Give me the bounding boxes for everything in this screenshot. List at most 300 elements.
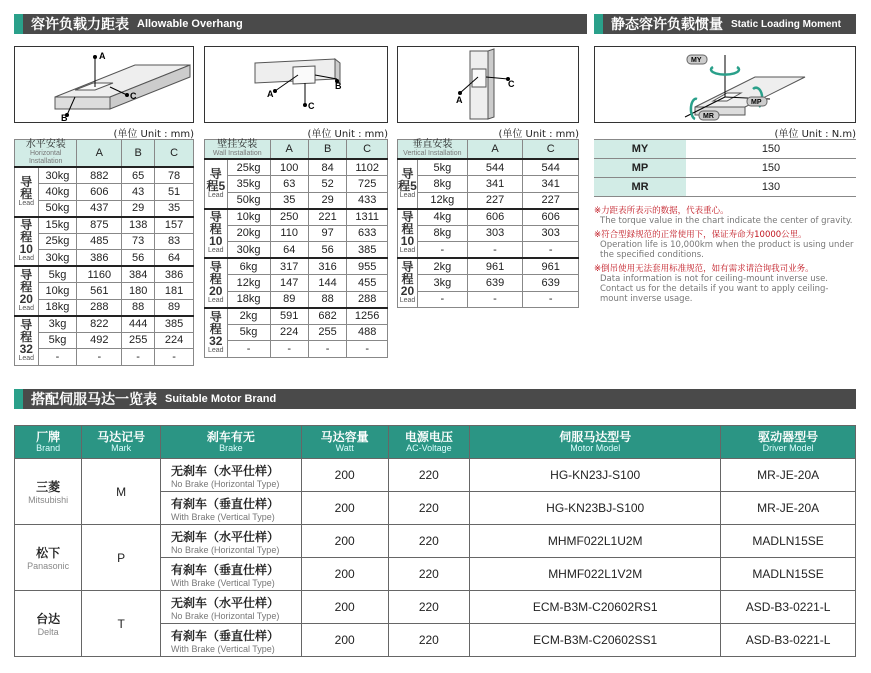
moment-value: 130 <box>686 178 856 197</box>
moment-value: 150 <box>686 140 856 159</box>
moment-key: MR <box>594 178 686 197</box>
lead-label <box>398 159 418 209</box>
text-label: Lead <box>399 297 416 304</box>
wall-diagram <box>204 46 388 123</box>
table-cell: 25kg <box>38 233 77 250</box>
table-cell: 955 <box>347 258 388 275</box>
table-cell: 220 <box>388 525 470 558</box>
text-label: No Brake (Horizontal Type) <box>170 478 280 489</box>
table-cell: 29 <box>122 200 155 217</box>
table-cell: - <box>77 349 122 366</box>
text-label: 导程 <box>206 166 222 193</box>
mark-cell: P <box>82 525 161 591</box>
table-cell: - <box>270 341 308 358</box>
table-cell: 444 <box>122 316 155 333</box>
text-label: With Brake (Vertical Type) <box>170 511 275 522</box>
table-cell: 50kg <box>38 200 77 217</box>
text-label: 厂牌 <box>36 430 61 444</box>
table-cell: 224 <box>155 332 194 349</box>
table-cell: 1102 <box>347 159 388 176</box>
table-cell: 725 <box>347 176 388 193</box>
table-cell: 73 <box>122 233 155 250</box>
table-cell: 5kg <box>417 159 467 176</box>
table-cell: 1160 <box>77 266 122 283</box>
text-label: Vertical Installation <box>403 150 462 157</box>
static-unit-label: (单位 Unit : N.m) <box>774 129 856 140</box>
note-cn: ※符合型録规范的正常使用下，保证寿命为10000公里。 <box>594 230 807 240</box>
text-label: Motor Model <box>570 443 621 453</box>
table-cell: 639 <box>467 275 523 292</box>
table-cell: 6kg <box>227 258 270 275</box>
header-cell <box>398 140 468 160</box>
text-label: Lead <box>399 247 416 255</box>
header-accent <box>14 389 23 409</box>
th-brake <box>160 426 301 459</box>
col-a: A <box>270 140 308 160</box>
text-label: MP <box>751 99 762 106</box>
text-label: Lead <box>18 304 35 312</box>
horizontal-diagram <box>14 46 194 123</box>
table-cell: 317 <box>270 258 308 275</box>
motor-model: HG-KN23BJ-S100 <box>470 492 721 525</box>
table-cell: 110 <box>270 225 308 242</box>
table-cell: 88 <box>308 291 346 308</box>
text-label: 驱动器型号 <box>758 430 819 444</box>
table-cell: 606 <box>467 209 523 226</box>
unit-label: (单位 Unit : mm) <box>307 129 388 140</box>
table-cell: 97 <box>308 225 346 242</box>
table-cell: 606 <box>523 209 579 226</box>
moment-axes-illustration <box>595 47 855 122</box>
text-label: 20 <box>19 291 33 306</box>
text-label: 10 <box>19 242 33 257</box>
text-label: 导程 <box>20 317 33 344</box>
table-cell: - <box>467 242 523 259</box>
table-cell: 15kg <box>38 217 77 234</box>
text-label: 导程 <box>20 174 33 201</box>
motor-model: ECM-B3M-C20602SS1 <box>470 624 721 657</box>
motor-table <box>14 425 856 657</box>
horizontal-mount-illustration <box>15 47 193 122</box>
table-cell: 1256 <box>347 308 388 325</box>
table-cell: 4kg <box>417 209 467 226</box>
table-cell: 255 <box>122 332 155 349</box>
text-label: 有刹车（垂直仕样） <box>170 628 279 643</box>
table-cell: 561 <box>77 283 122 300</box>
table-cell: 25kg <box>227 159 270 176</box>
table-cell: - <box>417 291 467 308</box>
driver-model: MR-JE-20A <box>721 492 856 525</box>
table-cell: 639 <box>523 275 579 292</box>
lead-label <box>15 266 39 316</box>
table-cell: 10kg <box>38 283 77 300</box>
text-label: 松下 <box>36 546 61 560</box>
table-cell: 386 <box>155 266 194 283</box>
text-label: MR <box>703 113 714 120</box>
table-cell: 633 <box>347 225 388 242</box>
table-cell: 591 <box>270 308 308 325</box>
table-cell: 455 <box>347 275 388 292</box>
text-label: Watt <box>335 443 354 453</box>
th-voltage <box>388 426 470 459</box>
table-cell: 20kg <box>227 225 270 242</box>
text-label: 无刹车（水平仕样） <box>170 463 279 478</box>
brake-cell <box>160 525 301 558</box>
text-label: 壁挂安装 <box>217 139 258 150</box>
table-cell: 303 <box>523 225 579 242</box>
text-label: A <box>267 89 274 99</box>
text-label: No Brake (Horizontal Type) <box>170 610 280 621</box>
table-cell: 385 <box>347 242 388 259</box>
table-cell: 227 <box>523 192 579 209</box>
text-label: Driver Model <box>762 443 814 453</box>
text-label: 导程 <box>209 309 222 336</box>
text-label: Lead <box>18 255 35 263</box>
col-c: C <box>523 140 579 160</box>
driver-model: MR-JE-20A <box>721 459 856 492</box>
table-cell: 8kg <box>417 176 467 193</box>
th-mark <box>82 426 161 459</box>
table-cell: - <box>347 341 388 358</box>
unit-label: (单位 Unit : mm) <box>498 129 579 140</box>
text-label: B <box>335 81 342 91</box>
text-label: 32 <box>209 333 223 348</box>
text-label: Lead <box>18 354 35 362</box>
unit-label: (单位 Unit : mm) <box>113 129 194 140</box>
lead-label <box>398 258 418 308</box>
table-cell: 29 <box>308 192 346 209</box>
text-label: Mitsubishi <box>28 495 69 505</box>
moment-key: MY <box>594 140 686 159</box>
driver-model: MADLN15SE <box>721 558 856 591</box>
table-cell: - <box>467 291 523 308</box>
motor-model: MHMF022L1U2M <box>470 525 721 558</box>
col-a: A <box>77 140 122 168</box>
table-cell: 200 <box>301 591 388 624</box>
table-cell: 544 <box>467 159 523 176</box>
text-label: Lead <box>208 191 224 199</box>
brake-cell <box>160 558 301 591</box>
brake-cell <box>160 624 301 657</box>
text-label: 垂直安装 <box>412 139 453 150</box>
text-label: MY <box>691 57 702 64</box>
note-cn: ※力距表所表示的数据，代表重心。 <box>594 206 729 216</box>
table-cell: 316 <box>308 258 346 275</box>
table-cell: 50kg <box>227 192 270 209</box>
table-cell: 35 <box>270 192 308 209</box>
text-label: 导程 <box>401 260 414 286</box>
text-label: 有刹车（垂直仕样） <box>170 562 279 577</box>
text-label: Lead <box>18 199 35 207</box>
text-label: 电源电压 <box>404 430 453 444</box>
table-cell: 386 <box>77 250 122 267</box>
table-cell: 5kg <box>227 324 270 341</box>
text-label: 10 <box>209 234 223 249</box>
text-label: 20 <box>400 284 415 298</box>
table-cell: 18kg <box>227 291 270 308</box>
table-cell: 64 <box>155 250 194 267</box>
lead-label <box>205 209 228 259</box>
header-cell <box>205 140 271 160</box>
brand-delta <box>15 591 82 657</box>
text-label: 伺服马达型号 <box>559 430 632 444</box>
text-label: B <box>61 113 68 122</box>
table-cell: 10kg <box>227 209 270 226</box>
col-b: B <box>122 140 155 168</box>
th-driver-model <box>721 426 856 459</box>
text-label: 三菱 <box>36 480 61 494</box>
text-label: 有刹车（垂直仕样） <box>170 496 279 511</box>
th-watt <box>301 426 388 459</box>
table-cell: 35 <box>155 200 194 217</box>
table-cell: 606 <box>77 184 122 201</box>
brake-cell <box>160 591 301 624</box>
text-label: A <box>456 95 463 105</box>
table-cell: 220 <box>388 558 470 591</box>
table-cell: 30kg <box>38 167 77 184</box>
text-label: C <box>130 91 137 101</box>
text-label: Lead <box>208 346 224 354</box>
table-cell: 220 <box>388 591 470 624</box>
lead-label <box>205 159 228 209</box>
table-cell: 221 <box>308 209 346 226</box>
table-cell: 250 <box>270 209 308 226</box>
table-cell: 12kg <box>227 275 270 292</box>
lead-label <box>15 316 39 366</box>
text-label: C <box>308 101 315 111</box>
motor-title-cn: 搭配伺服马达一览表 <box>31 392 157 408</box>
brake-cell <box>160 459 301 492</box>
brand-panasonic <box>15 525 82 591</box>
text-label: Mark <box>111 443 132 453</box>
header-accent <box>594 14 603 34</box>
text-label: A <box>99 51 106 61</box>
table-cell: 1311 <box>347 209 388 226</box>
table-cell: 52 <box>308 176 346 193</box>
text-label: 导程 <box>20 218 33 245</box>
table-cell: 88 <box>122 299 155 316</box>
table-cell: 2kg <box>417 258 467 275</box>
text-label: 马达记号 <box>97 430 146 444</box>
table-cell: 89 <box>155 299 194 316</box>
driver-model: MADLN15SE <box>721 525 856 558</box>
table-cell: 63 <box>270 176 308 193</box>
table-cell: 5kg <box>38 266 77 283</box>
note-cn: ※倒吊使用无法套用标准规范，如有需求请洽询我司业务。 <box>594 264 814 274</box>
note-en: Operation life is 10,000km when the product is using under the specified conditions. <box>600 240 854 260</box>
text-label: 导程 <box>401 210 414 237</box>
th-motor-model <box>470 426 721 459</box>
table-cell: 30kg <box>38 250 77 267</box>
static-title-en: Static Loading Moment <box>731 18 841 30</box>
table-cell: 385 <box>155 316 194 333</box>
table-cell: 488 <box>347 324 388 341</box>
table-cell: 882 <box>77 167 122 184</box>
driver-model: ASD-B3-0221-L <box>721 624 856 657</box>
notes <box>594 206 856 304</box>
table-cell: - <box>155 349 194 366</box>
table-cell: 64 <box>270 242 308 259</box>
static-header <box>594 14 856 34</box>
table-cell: 288 <box>77 299 122 316</box>
text-label: 无刹车（水平仕样） <box>170 529 279 544</box>
table-cell: 2kg <box>227 308 270 325</box>
table-cell: 100 <box>270 159 308 176</box>
wall-overhang-table <box>204 139 388 358</box>
horizontal-overhang-table <box>14 139 194 366</box>
lead-label <box>205 308 228 358</box>
text-label: 水平安装 <box>25 139 66 150</box>
table-cell: 961 <box>467 258 523 275</box>
text-label: Lead <box>399 191 416 199</box>
text-label: No Brake (Horizontal Type) <box>170 544 280 555</box>
motor-model: MHMF022L1V2M <box>470 558 721 591</box>
table-cell: - <box>227 341 270 358</box>
note-en: The torque value in the chart indicate the center of gravity. <box>600 216 853 226</box>
text-label: Delta <box>37 627 59 637</box>
th-brand <box>15 426 82 459</box>
table-cell: 65 <box>122 167 155 184</box>
table-cell: 138 <box>122 217 155 234</box>
text-label: 5 <box>410 178 417 193</box>
table-cell: 341 <box>523 176 579 193</box>
vertical-overhang-table <box>397 139 579 308</box>
text-label: AC-Voltage <box>406 443 452 453</box>
driver-model: ASD-B3-0221-L <box>721 591 856 624</box>
col-c: C <box>347 140 388 160</box>
moment-value: 150 <box>686 159 856 178</box>
mark-cell: T <box>82 591 161 657</box>
table-cell: - <box>122 349 155 366</box>
table-cell: 181 <box>155 283 194 300</box>
lead-label <box>398 209 418 259</box>
motor-model: ECM-B3M-C20602RS1 <box>470 591 721 624</box>
table-cell: - <box>523 291 579 308</box>
text-label: Lead <box>208 296 224 304</box>
text-label: 刹车有无 <box>206 430 255 444</box>
table-cell: 200 <box>301 558 388 591</box>
header-accent <box>14 14 23 34</box>
table-cell: 18kg <box>38 299 77 316</box>
text-label: 32 <box>19 341 33 356</box>
table-cell: 433 <box>347 192 388 209</box>
col-a: A <box>467 140 523 160</box>
overhang-title-cn: 容许负载力距表 <box>31 17 129 33</box>
table-cell: 384 <box>122 266 155 283</box>
text-label: With Brake (Vertical Type) <box>170 643 275 654</box>
table-cell: 200 <box>301 624 388 657</box>
table-cell: 40kg <box>38 184 77 201</box>
table-cell: 78 <box>155 167 194 184</box>
static-moment-table <box>594 139 856 197</box>
table-cell: 51 <box>155 184 194 201</box>
col-b: B <box>308 140 346 160</box>
text-label: 20 <box>209 283 223 298</box>
text-label: Panasonic <box>27 561 70 571</box>
table-cell: 200 <box>301 459 388 492</box>
table-cell: 227 <box>467 192 523 209</box>
text-label: Wall Installation <box>212 150 262 157</box>
table-cell: 56 <box>308 242 346 259</box>
table-cell: 3kg <box>38 316 77 333</box>
vertical-mount-illustration <box>398 47 578 122</box>
lead-label <box>15 217 39 267</box>
table-cell: 224 <box>270 324 308 341</box>
brake-cell <box>160 492 301 525</box>
wall-mount-illustration <box>205 47 387 122</box>
text-label: Horizontal Installation <box>28 150 63 165</box>
table-cell: 56 <box>122 250 155 267</box>
text-label: 导程 <box>209 259 222 286</box>
table-cell: 83 <box>155 233 194 250</box>
text-label: 无刹车（水平仕样） <box>170 595 279 610</box>
text-label: Brake <box>219 443 243 453</box>
vertical-diagram <box>397 46 579 123</box>
brand-mitsubishi <box>15 459 82 525</box>
text-label: 5 <box>218 178 226 193</box>
table-cell: 144 <box>308 275 346 292</box>
note-en: Data information is not for ceiling-mount inverse use. Contact us for the details if you want to apply ceiling-mount inverse usage. <box>600 274 829 304</box>
static-title-cn: 静态容许负载惯量 <box>611 17 723 33</box>
table-cell: 255 <box>308 324 346 341</box>
table-cell: 492 <box>77 332 122 349</box>
table-cell: 5kg <box>38 332 77 349</box>
table-cell: - <box>38 349 77 366</box>
table-cell: 35kg <box>227 176 270 193</box>
text-label: 导程 <box>209 210 222 237</box>
table-cell: 485 <box>77 233 122 250</box>
overhang-header <box>14 14 587 34</box>
lead-label <box>205 258 228 308</box>
text-label: C <box>508 79 515 89</box>
table-cell: 157 <box>155 217 194 234</box>
table-cell: 544 <box>523 159 579 176</box>
table-cell: - <box>523 242 579 259</box>
table-cell: - <box>308 341 346 358</box>
table-cell: 220 <box>388 459 470 492</box>
table-cell: 200 <box>301 525 388 558</box>
table-cell: 220 <box>388 624 470 657</box>
table-cell: 437 <box>77 200 122 217</box>
text-label: Lead <box>208 247 224 255</box>
text-label: Brand <box>36 443 61 453</box>
moment-key: MP <box>594 159 686 178</box>
table-cell: - <box>417 242 467 259</box>
text-label: 台达 <box>36 612 61 626</box>
motor-title-en: Suitable Motor Brand <box>165 393 277 405</box>
table-cell: 3kg <box>417 275 467 292</box>
table-cell: 822 <box>77 316 122 333</box>
motor-header <box>14 389 856 409</box>
table-cell: 288 <box>347 291 388 308</box>
table-cell: 875 <box>77 217 122 234</box>
header-cell <box>15 140 77 168</box>
moment-diagram <box>594 46 856 123</box>
table-cell: 682 <box>308 308 346 325</box>
table-cell: 12kg <box>417 192 467 209</box>
table-cell: 200 <box>301 492 388 525</box>
table-cell: 30kg <box>227 242 270 259</box>
table-cell: 8kg <box>417 225 467 242</box>
col-c: C <box>155 140 194 168</box>
table-cell: 147 <box>270 275 308 292</box>
table-cell: 961 <box>523 258 579 275</box>
text-label: 导程 <box>398 166 414 193</box>
text-label: 10 <box>400 234 415 249</box>
table-cell: 180 <box>122 283 155 300</box>
table-cell: 303 <box>467 225 523 242</box>
overhang-title-en: Allowable Overhang <box>137 18 243 30</box>
